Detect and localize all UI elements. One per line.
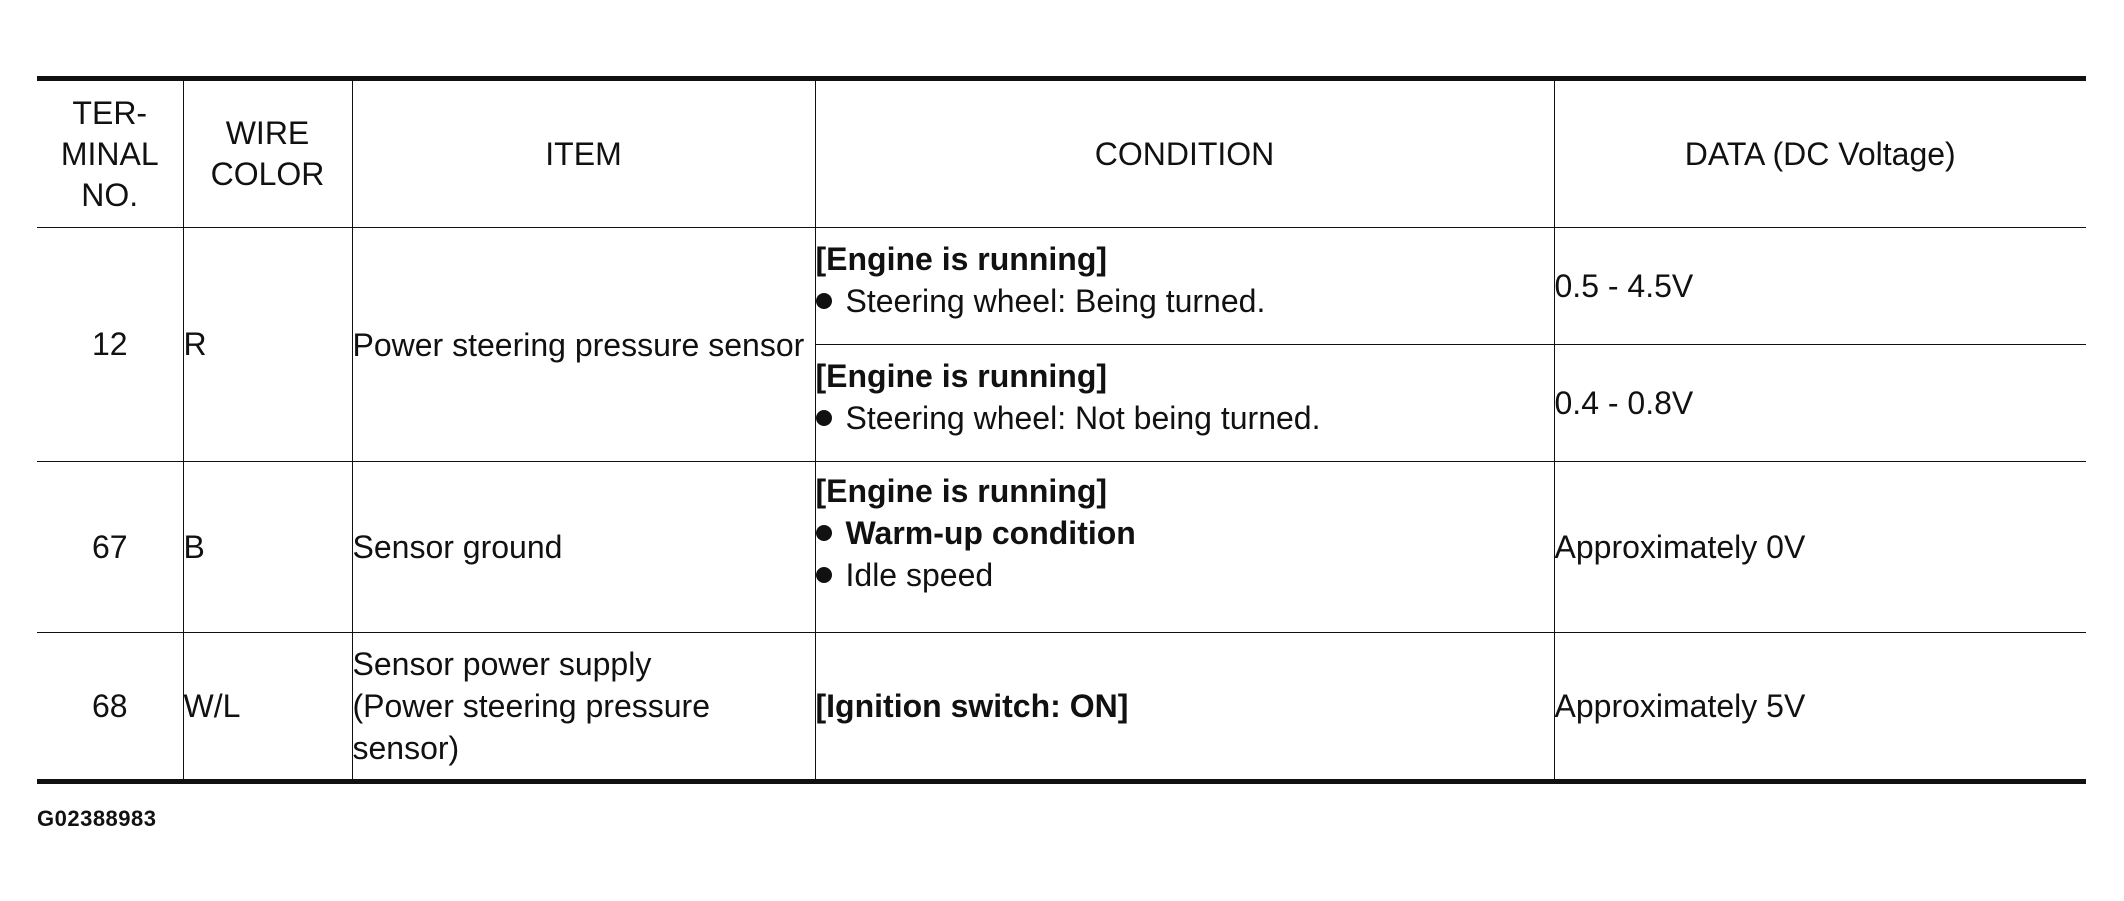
condition-cell <box>815 462 1554 633</box>
table-row <box>37 228 2086 345</box>
ecm-terminal-data-table <box>37 76 2086 784</box>
figure-code: G02388983 <box>37 806 157 831</box>
bullet-icon <box>816 525 832 541</box>
item-description: Sensor ground <box>352 462 815 633</box>
condition-cell <box>815 345 1554 462</box>
condition-heading: [Engine is running] <box>815 241 1108 277</box>
header-terminal-line-2: MINAL <box>60 135 159 172</box>
bullet-icon <box>816 293 832 309</box>
condition-text: Steering wheel: Being turned. <box>845 283 1266 319</box>
condition-bullet-item <box>816 397 1554 439</box>
condition-bullet-item <box>816 512 1554 554</box>
wire-color: B <box>183 462 352 633</box>
data-value: Approximately 0V <box>1554 462 2086 633</box>
terminal-number: 67 <box>37 462 183 633</box>
header-condition: CONDITION <box>815 79 1554 228</box>
condition-bullet-item <box>816 280 1554 322</box>
header-terminal-no <box>37 79 183 228</box>
bullet-icon <box>816 567 832 583</box>
data-value: 0.4 - 0.8V <box>1554 345 2086 462</box>
table-row <box>37 462 2086 633</box>
condition-heading: [Engine is running] <box>815 358 1108 394</box>
item-line: Sensor power supply <box>352 646 652 682</box>
bullet-icon <box>816 410 832 426</box>
wire-color: W/L <box>183 633 352 782</box>
header-row <box>37 79 2086 228</box>
condition-cell <box>815 633 1554 782</box>
item-line: (Power steering pressure <box>352 688 710 724</box>
item-line: sensor) <box>352 730 460 766</box>
header-wire-line-1: WIRE <box>225 115 310 151</box>
data-value: Approximately 5V <box>1554 633 2086 782</box>
table-row <box>37 633 2086 782</box>
condition-text: Warm-up condition <box>845 515 1136 551</box>
header-wire-color <box>183 79 352 228</box>
wire-color: R <box>183 228 352 462</box>
terminal-number: 12 <box>37 228 183 462</box>
item-description: Power steering pressure sensor <box>352 228 815 462</box>
condition-bullet-item <box>816 554 1554 596</box>
condition-text: Steering wheel: Not being turned. <box>845 400 1321 436</box>
condition-heading: [Ignition switch: ON] <box>815 688 1129 724</box>
header-terminal-line-3: NO. <box>81 176 139 213</box>
condition-heading: [Engine is running] <box>815 473 1108 509</box>
data-value: 0.5 - 4.5V <box>1554 228 2086 345</box>
condition-text: Idle speed <box>845 557 994 593</box>
header-data: DATA (DC Voltage) <box>1554 79 2086 228</box>
condition-cell <box>815 228 1554 345</box>
item-description <box>352 633 815 782</box>
header-wire-line-2: COLOR <box>210 156 325 192</box>
terminal-number: 68 <box>37 633 183 782</box>
header-terminal-line-1: TER- <box>72 94 148 131</box>
header-item: ITEM <box>352 79 815 228</box>
